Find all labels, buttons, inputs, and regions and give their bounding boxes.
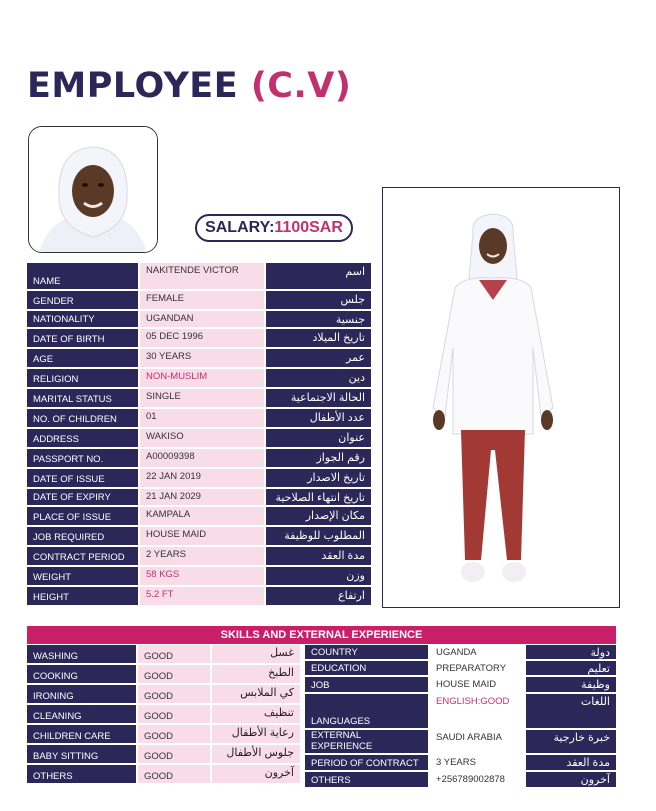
table-row xyxy=(27,745,300,765)
experience-label: EDUCATION xyxy=(305,661,430,677)
table-row xyxy=(27,685,300,705)
table-row xyxy=(27,645,300,665)
field-label-arabic: مدة العقد xyxy=(266,547,371,567)
field-label-arabic: جنسية xyxy=(266,311,371,329)
table-row xyxy=(27,429,371,449)
field-value: A00009398 xyxy=(140,449,266,469)
skill-label-arabic: جلوس الأطفال xyxy=(212,745,300,765)
field-label-arabic: مكان الإصدار xyxy=(266,507,371,527)
table-row xyxy=(305,730,616,755)
field-value: HOUSE MAID xyxy=(140,527,266,547)
field-value: 5.2 FT xyxy=(140,587,266,607)
field-label-arabic: ارتفاع xyxy=(266,587,371,607)
experience-label-arabic: خبرة خارجية xyxy=(526,730,616,755)
table-row xyxy=(27,547,371,567)
table-row xyxy=(27,469,371,489)
skill-level: GOOD xyxy=(138,705,212,725)
table-row xyxy=(27,389,371,409)
field-value: 21 JAN 2029 xyxy=(140,489,266,507)
table-row xyxy=(27,329,371,349)
page-title xyxy=(27,66,351,106)
salary-value: 1100SAR xyxy=(274,219,343,236)
field-value: WAKISO xyxy=(140,429,266,449)
field-label: DATE OF ISSUE xyxy=(27,469,140,489)
field-label: PASSPORT NO. xyxy=(27,449,140,469)
field-label-arabic: عنوان xyxy=(266,429,371,449)
field-label: CONTRACT PERIOD xyxy=(27,547,140,567)
experience-label: PERIOD OF CONTRACT xyxy=(305,755,430,772)
field-label: HEIGHT xyxy=(27,587,140,607)
table-row xyxy=(27,489,371,507)
field-label: MARITAL STATUS xyxy=(27,389,140,409)
field-label: PLACE OF ISSUE xyxy=(27,507,140,527)
skill-level: GOOD xyxy=(138,685,212,705)
experience-label: EXTERNAL EXPERIENCE xyxy=(305,730,430,755)
experience-table xyxy=(305,645,616,789)
skill-label: CLEANING xyxy=(27,705,138,725)
table-row xyxy=(27,311,371,329)
portrait-photo xyxy=(28,126,158,253)
experience-value: 3 YEARS xyxy=(430,755,526,772)
table-row xyxy=(27,349,371,369)
field-label-arabic: تاريخ الميلاد xyxy=(266,329,371,349)
experience-label-arabic: مدة العقد xyxy=(526,755,616,772)
experience-label-arabic: تعليم xyxy=(526,661,616,677)
table-row xyxy=(27,527,371,547)
field-value: 01 xyxy=(140,409,266,429)
field-label: WEIGHT xyxy=(27,567,140,587)
experience-label-arabic: اللغات xyxy=(526,694,616,730)
skill-label: CHILDREN CARE xyxy=(27,725,138,745)
field-label-arabic: وزن xyxy=(266,567,371,587)
languages-value: ENGLISH:GOOD xyxy=(436,696,510,707)
field-label-arabic: جلس xyxy=(266,291,371,311)
field-value: 05 DEC 1996 xyxy=(140,329,266,349)
field-label: RELIGION xyxy=(27,369,140,389)
skill-label: OTHERS xyxy=(27,765,138,785)
experience-value: PREPARATORY xyxy=(430,661,526,677)
field-label: NATIONALITY xyxy=(27,311,140,329)
table-row xyxy=(27,765,300,785)
table-row xyxy=(27,725,300,745)
skills-section-header: SKILLS AND EXTERNAL EXPERIENCE xyxy=(27,626,616,644)
field-value: 30 YEARS xyxy=(140,349,266,369)
table-row xyxy=(305,755,616,772)
experience-value: HOUSE MAID xyxy=(430,677,526,694)
skill-label: COOKING xyxy=(27,665,138,685)
table-row xyxy=(27,507,371,527)
field-label: NO. OF CHILDREN xyxy=(27,409,140,429)
field-label-arabic: الحالة الاجتماعية xyxy=(266,389,371,409)
field-value: NON-MUSLIM xyxy=(140,369,266,389)
field-label-arabic: المطلوب للوظيفة xyxy=(266,527,371,547)
salary-badge xyxy=(195,214,353,242)
skill-label: IRONING xyxy=(27,685,138,705)
experience-label-arabic: وظيفة xyxy=(526,677,616,694)
field-label-arabic: رقم الجواز xyxy=(266,449,371,469)
table-row xyxy=(305,694,616,730)
skill-label-arabic: غسل xyxy=(212,645,300,665)
field-label: DATE OF EXPIRY xyxy=(27,489,140,507)
table-row xyxy=(305,677,616,694)
field-label-arabic: تاريخ الاصدار xyxy=(266,469,371,489)
personal-info-table xyxy=(27,263,371,607)
experience-label-arabic: آخرون xyxy=(526,772,616,789)
table-row xyxy=(27,567,371,587)
field-value: 58 KGS xyxy=(140,567,266,587)
skill-label-arabic: تنظيف xyxy=(212,705,300,725)
salary-label: SALARY: xyxy=(205,219,275,236)
skills-table xyxy=(27,645,300,785)
portrait-illustration xyxy=(29,127,157,252)
experience-label: LANGUAGES xyxy=(305,694,430,730)
field-value: FEMALE xyxy=(140,291,266,311)
skill-label-arabic: كي الملابس xyxy=(212,685,300,705)
skill-label: WASHING xyxy=(27,645,138,665)
table-row xyxy=(27,263,371,291)
table-row xyxy=(27,291,371,311)
skill-label-arabic: الطبخ xyxy=(212,665,300,685)
table-row xyxy=(305,661,616,677)
skill-label: BABY SITTING xyxy=(27,745,138,765)
skill-label-arabic: آخرون xyxy=(212,765,300,785)
skill-level: GOOD xyxy=(138,765,212,785)
field-value: UGANDAN xyxy=(140,311,266,329)
field-label: AGE xyxy=(27,349,140,369)
table-row xyxy=(27,409,371,429)
field-label-arabic: اسم xyxy=(266,263,371,291)
field-value: 2 YEARS xyxy=(140,547,266,567)
table-row xyxy=(27,369,371,389)
experience-value xyxy=(430,694,526,730)
skill-level: GOOD xyxy=(138,645,212,665)
title-main: EMPLOYEE xyxy=(27,66,239,106)
experience-label: OTHERS xyxy=(305,772,430,789)
field-label-arabic: تاريخ انتهاء الصلاحية xyxy=(266,489,371,507)
field-value: 22 JAN 2019 xyxy=(140,469,266,489)
field-value: NAKITENDE VICTOR xyxy=(140,263,266,291)
field-label: ADDRESS xyxy=(27,429,140,449)
skill-level: GOOD xyxy=(138,665,212,685)
full-body-illustration xyxy=(383,188,619,607)
field-label: NAME xyxy=(27,263,140,291)
experience-label: COUNTRY xyxy=(305,645,430,661)
skill-label-arabic: رعاية الأطفال xyxy=(212,725,300,745)
experience-value: SAUDI ARABIA xyxy=(430,730,526,755)
field-label-arabic: دين xyxy=(266,369,371,389)
table-row xyxy=(305,645,616,661)
field-value: KAMPALA xyxy=(140,507,266,527)
experience-value: +256789002878 xyxy=(430,772,526,789)
skill-level: GOOD xyxy=(138,745,212,765)
field-label: GENDER xyxy=(27,291,140,311)
table-row xyxy=(27,449,371,469)
full-body-photo xyxy=(382,187,620,608)
field-label-arabic: عدد الأطفال xyxy=(266,409,371,429)
title-accent: (C.V) xyxy=(250,66,352,106)
skill-level: GOOD xyxy=(138,725,212,745)
field-label-arabic: عمر xyxy=(266,349,371,369)
experience-label: JOB xyxy=(305,677,430,694)
table-row xyxy=(27,705,300,725)
field-label: DATE OF BIRTH xyxy=(27,329,140,349)
experience-label-arabic: دولة xyxy=(526,645,616,661)
field-label: JOB REQUIRED xyxy=(27,527,140,547)
table-row xyxy=(27,587,371,607)
experience-value: UGANDA xyxy=(430,645,526,661)
field-value: SINGLE xyxy=(140,389,266,409)
table-row xyxy=(305,772,616,789)
table-row xyxy=(27,665,300,685)
